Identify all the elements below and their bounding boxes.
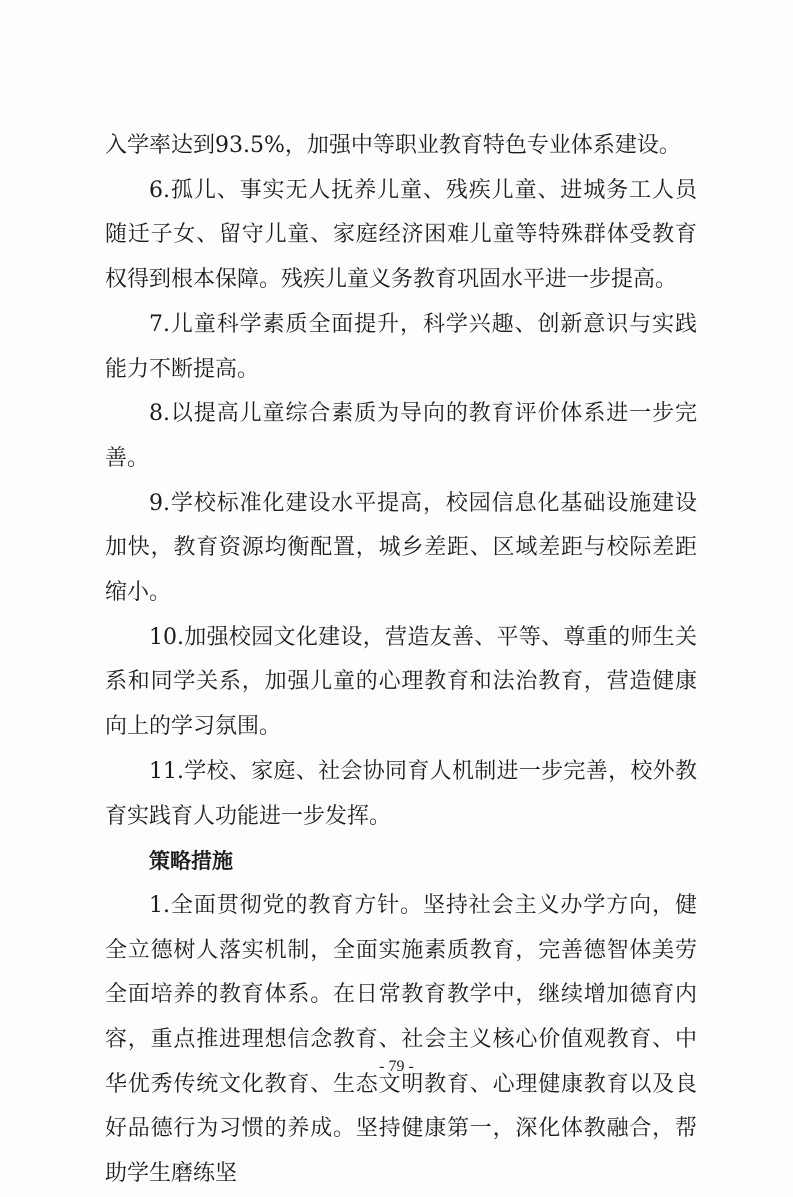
- page-number: - 79 -: [379, 1058, 414, 1075]
- section-heading: 策略措施: [149, 849, 233, 874]
- paragraph-item-7: 7.儿童科学素质全面提升，科学兴趣、创新意识与实践能力不断提高。: [105, 311, 697, 382]
- body-text: [105, 124, 697, 1197]
- paragraph-item-6: 6.孤儿、事实无人抚养儿童、残疾儿童、进城务工人员随迁子女、留守儿童、家庭经济困难儿童等特殊群体受教育权得到根本保障。残疾儿童义务教育巩固水平进一步提高。: [105, 177, 697, 293]
- paragraph-item-8: 8.以提高儿童综合素质为导向的教育评价体系进一步完善。: [105, 401, 697, 471]
- paragraph-continuation: 入学率达到93.5%，加强中等职业教育特色专业体系建设。: [105, 133, 681, 158]
- paragraph-item-10: 10.加强校园文化建设，营造友善、平等、尊重的师生关系和同学关系，加强儿童的心理教育和法治教育，营造健康向上的学习氛围。: [105, 624, 697, 740]
- paragraph-item-9: 9.学校标准化建设水平提高，校园信息化基础设施建设加快，教育资源均衡配置，城乡差距、区域差距与校际差距缩小。: [105, 490, 697, 606]
- paragraph-measure-1: 1.全面贯彻党的教育方针。坚持社会主义办学方向，健全立德树人落实机制，全面实施素质教育，完善德智体美劳全面培养的教育体系。在日常教育教学中，继续增加德育内容，重点推进理想信念教育、社会主义核心价值观教育、中华优秀传统文化教育、生态文明教育、心理健康教育以及良好品德行为习惯的养成。坚持健康第一，深化体教融合，帮助学生磨练坚: [105, 892, 697, 1187]
- paragraph-item-11: 11.学校、家庭、社会协同育人机制进一步完善，校外教育实践育人功能进一步发挥。: [105, 758, 697, 829]
